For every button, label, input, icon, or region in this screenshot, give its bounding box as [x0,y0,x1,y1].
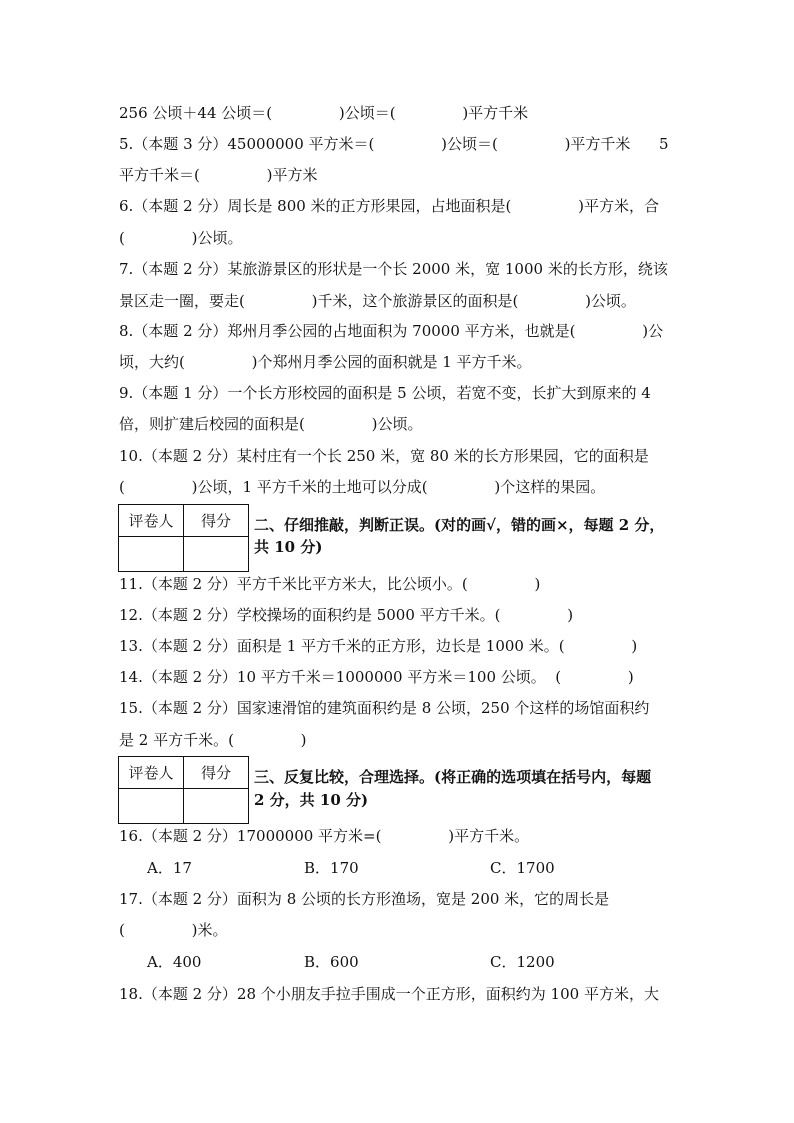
question-15-line1: 15.（本题 2 分）国家速滑馆的建筑面积约是 8 公顷，250 个这样的场馆面积约 [119,699,650,717]
score-box-section-2 [118,504,249,572]
question-14: 14.（本题 2 分）10 平方千米＝1000000 平方米＝100 公顷。 ( ) [119,668,634,686]
q16-option-c[interactable]: C．1700 [490,859,555,877]
question-16: 16.（本题 2 分）17000000 平方米=( )平方千米。 [119,827,530,845]
q17-option-c[interactable]: C．1200 [490,953,555,971]
question-17-line2: ( )米。 [119,921,228,939]
fill-line: 256 公顷＋44 公顷＝( )公顷＝( )平方千米 [119,104,529,122]
grader-cell[interactable] [119,537,184,572]
question-10-line1: 10.（本题 2 分）某村庄有一个长 250 米，宽 80 米的长方形果园，它的面积是 [119,447,649,465]
question-13: 13.（本题 2 分）面积是 1 平方千米的正方形，边长是 1000 米。( ) [119,637,638,655]
question-12: 12.（本题 2 分）学校操场的面积约是 5000 平方千米。( ) [119,606,574,624]
question-10-line2: ( )公顷，1 平方千米的土地可以分成( )个这样的果园。 [119,478,606,496]
question-15-line2: 是 2 平方千米。( ) [119,731,307,749]
q17-option-a[interactable]: A．400 [147,953,202,971]
score-label: 得分 [184,505,249,537]
section-3-title-line1: 三、反复比较，合理选择。(将正确的选项填在括号内，每题 [254,768,652,786]
question-6-line1: 6.（本题 2 分）周长是 800 米的正方形果园，占地面积是( )平方米，合 [119,197,660,215]
question-9-line2: 倍，则扩建后校园的面积是( )公顷。 [119,415,423,433]
question-5-line1: 5.（本题 3 分）45000000 平方米＝( )公顷＝( )平方千米 5 [119,135,669,153]
question-8-line2: 顷，大约( )个郑州月季公园的面积就是 1 平方千米。 [119,353,532,371]
question-6-line2: ( )公顷。 [119,229,243,247]
question-17-line1: 17.（本题 2 分）面积为 8 公顷的长方形渔场，宽是 200 米，它的周长是 [119,890,610,908]
question-11: 11.（本题 2 分）平方千米比平方米大，比公顷小。( ) [119,575,541,593]
score-box-section-3 [118,756,249,824]
question-7-line1: 7.（本题 2 分）某旅游景区的形状是一个长 2000 米，宽 1000 米的长方形，绕该 [119,260,668,278]
score-label: 得分 [184,757,249,789]
question-7-line2: 景区走一圈，要走( )千米，这个旅游景区的面积是( )公顷。 [119,292,636,310]
q16-option-b[interactable]: B．170 [304,859,359,877]
score-cell[interactable] [184,789,249,824]
question-18-line1: 18.（本题 2 分）28 个小朋友手拉手围成一个正方形，面积约为 100 平方米，大 [119,985,659,1003]
q17-option-b[interactable]: B．600 [304,953,359,971]
grader-label: 评卷人 [119,757,184,789]
question-5-line2: 平方千米＝( )平方米 [119,166,318,184]
section-2-title-line2: 共 10 分) [254,538,323,556]
question-9-line1: 9.（本题 1 分）一个长方形校园的面积是 5 公顷，若宽不变，长扩大到原来的 4 [119,384,651,402]
grader-label: 评卷人 [119,505,184,537]
q16-option-a[interactable]: A．17 [147,859,192,877]
section-2-title-line1: 二、仔细推敲，判断正误。(对的画√，错的画×，每题 2 分， [254,516,665,534]
question-8-line1: 8.（本题 2 分）郑州月季公园的占地面积为 70000 平方米，也就是( )公 [119,322,664,340]
section-3-title-line2: 2 分，共 10 分) [254,791,369,809]
score-cell[interactable] [184,537,249,572]
grader-cell[interactable] [119,789,184,824]
